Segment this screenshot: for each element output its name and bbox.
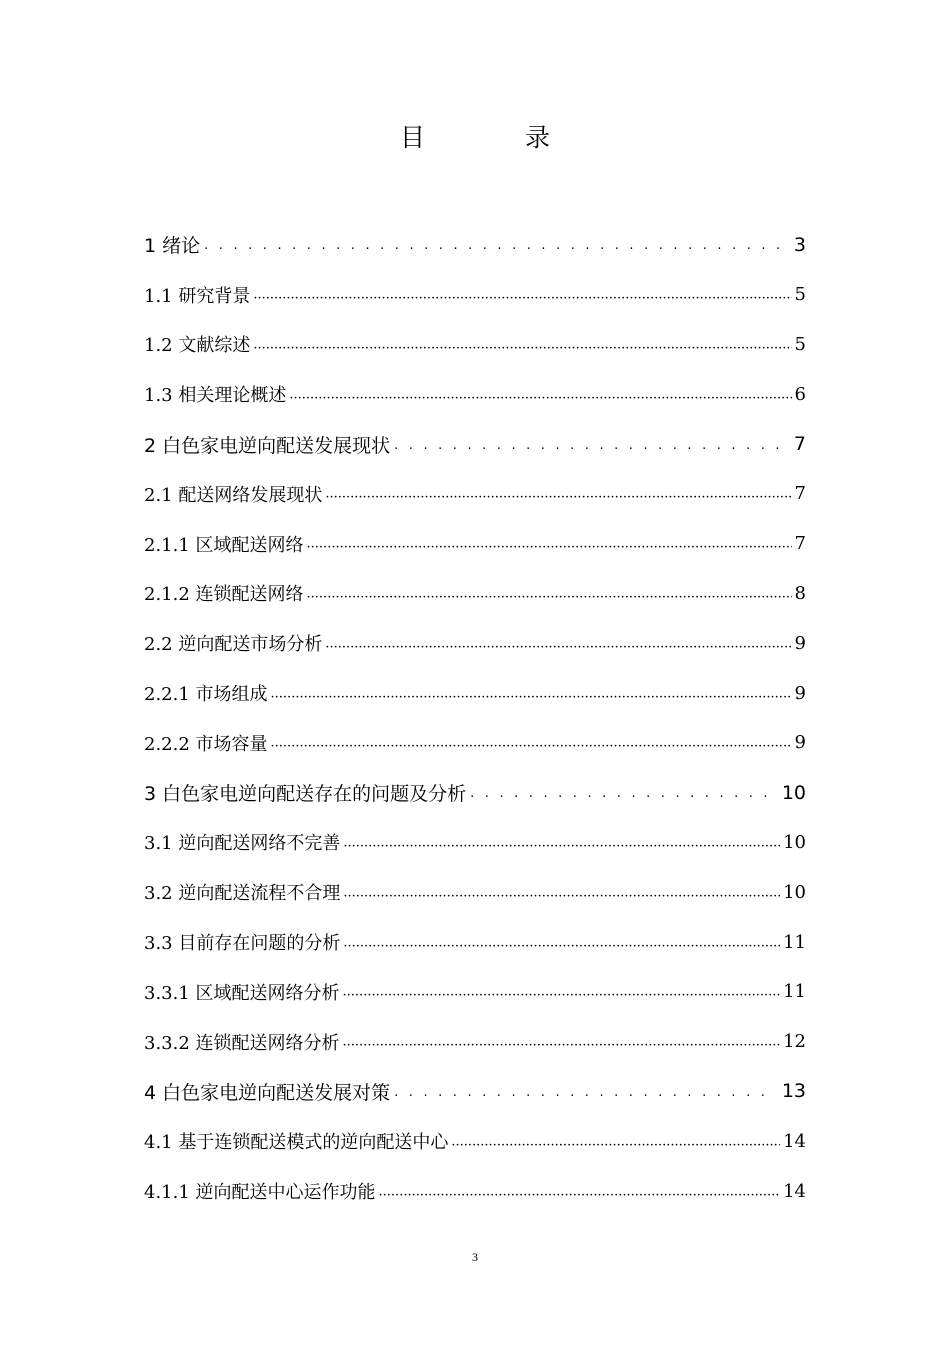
toc-entry-label: 2.2.2 市场容量 [144,733,268,755]
toc-entry-label: 3.1 逆向配送网络不完善 [144,833,341,855]
toc-entry-label: 3.3.2 连锁配送网络分析 [144,1032,340,1054]
dot-leader [253,341,791,356]
toc-entry-page-number: 7 [793,433,806,456]
toc-entry-page-number: 7 [794,483,806,505]
toc-entry-label: 3 白色家电逆向配送存在的问题及分析 [144,783,467,806]
toc-entry-label: 1.3 相关理论概述 [144,385,287,407]
toc-entry[interactable] [144,768,806,818]
dot-leader [451,1138,780,1153]
table-of-contents [144,220,806,1216]
toc-entry-page-number: 13 [781,1080,806,1103]
toc-entry-page-number: 11 [783,931,806,953]
dot-leader [343,939,780,954]
toc-entry-label: 3.2 逆向配送流程不合理 [144,883,341,905]
toc-entry-label: 1 绪论 [144,235,201,258]
toc-entry-page-number: 10 [781,781,806,804]
toc-entry[interactable] [144,320,806,370]
toc-entry-page-number: 12 [783,1031,806,1053]
toc-entry-page-number: 3 [793,233,806,256]
dot-leader [470,786,776,801]
toc-entry[interactable] [144,369,806,419]
toc-entry[interactable] [144,1067,806,1117]
toc-entry-page-number: 6 [794,383,806,405]
toc-entry-page-number: 9 [794,682,806,704]
toc-entry[interactable] [144,569,806,619]
toc-entry-label: 3.3.1 区域配送网络分析 [144,982,340,1004]
toc-title: 目 录 [400,123,596,152]
dot-leader [343,1038,781,1053]
toc-entry-label: 2.2 逆向配送市场分析 [144,634,323,656]
toc-entry[interactable] [144,867,806,917]
dot-leader [343,889,780,904]
toc-entry[interactable] [144,718,806,768]
toc-entry-page-number: 7 [794,533,806,555]
toc-entry-label: 3.3 目前存在问题的分析 [144,933,341,955]
toc-entry[interactable] [144,967,806,1017]
toc-entry-page-number: 5 [794,284,806,306]
dot-leader [271,690,792,705]
toc-entry[interactable] [144,917,806,967]
toc-entry[interactable] [144,469,806,519]
dot-leader [343,988,781,1003]
toc-entry-label: 4.1.1 逆向配送中心运作功能 [144,1182,376,1204]
toc-entry-page-number: 9 [794,732,806,754]
toc-entry-page-number: 5 [794,333,806,355]
toc-entry[interactable] [144,270,806,320]
dot-leader [394,1085,776,1100]
dot-leader [307,590,792,605]
toc-entry[interactable] [144,220,806,270]
dot-leader [325,640,791,655]
toc-entry-label: 1.1 研究背景 [144,285,251,307]
dot-leader [204,238,788,253]
dot-leader [289,391,791,406]
toc-entry[interactable] [144,1166,806,1216]
toc-entry-label: 4 白色家电逆向配送发展对策 [144,1081,391,1104]
toc-entry-label: 2.2.1 市场组成 [144,684,268,706]
dot-leader [253,291,791,306]
toc-entry-label: 2.1 配送网络发展现状 [144,484,323,506]
toc-entry-label: 4.1 基于连锁配送模式的逆向配送中心 [144,1132,449,1154]
toc-entry-page-number: 14 [783,1180,806,1202]
page-number: 3 [472,1250,478,1264]
toc-entry[interactable] [144,618,806,668]
toc-entry[interactable] [144,1017,806,1067]
dot-leader [343,839,780,854]
toc-entry[interactable] [144,818,806,868]
toc-entry[interactable] [144,668,806,718]
toc-entry-page-number: 10 [783,831,806,853]
dot-leader [307,540,792,555]
dot-leader [379,1188,781,1203]
toc-entry-page-number: 10 [783,881,806,903]
toc-entry[interactable] [144,419,806,469]
toc-entry-page-number: 11 [783,981,806,1003]
dot-leader [394,438,788,453]
toc-entry-page-number: 8 [794,582,806,604]
toc-entry[interactable] [144,519,806,569]
toc-entry[interactable] [144,1116,806,1166]
dot-leader [325,490,791,505]
toc-entry-page-number: 14 [783,1130,806,1152]
toc-entry-label: 2 白色家电逆向配送发展现状 [144,434,391,457]
toc-entry-label: 2.1.1 区域配送网络 [144,534,304,556]
dot-leader [271,739,792,754]
toc-entry-label: 1.2 文献综述 [144,335,251,357]
toc-entry-label: 2.1.2 连锁配送网络 [144,584,304,606]
toc-entry-page-number: 9 [794,632,806,654]
